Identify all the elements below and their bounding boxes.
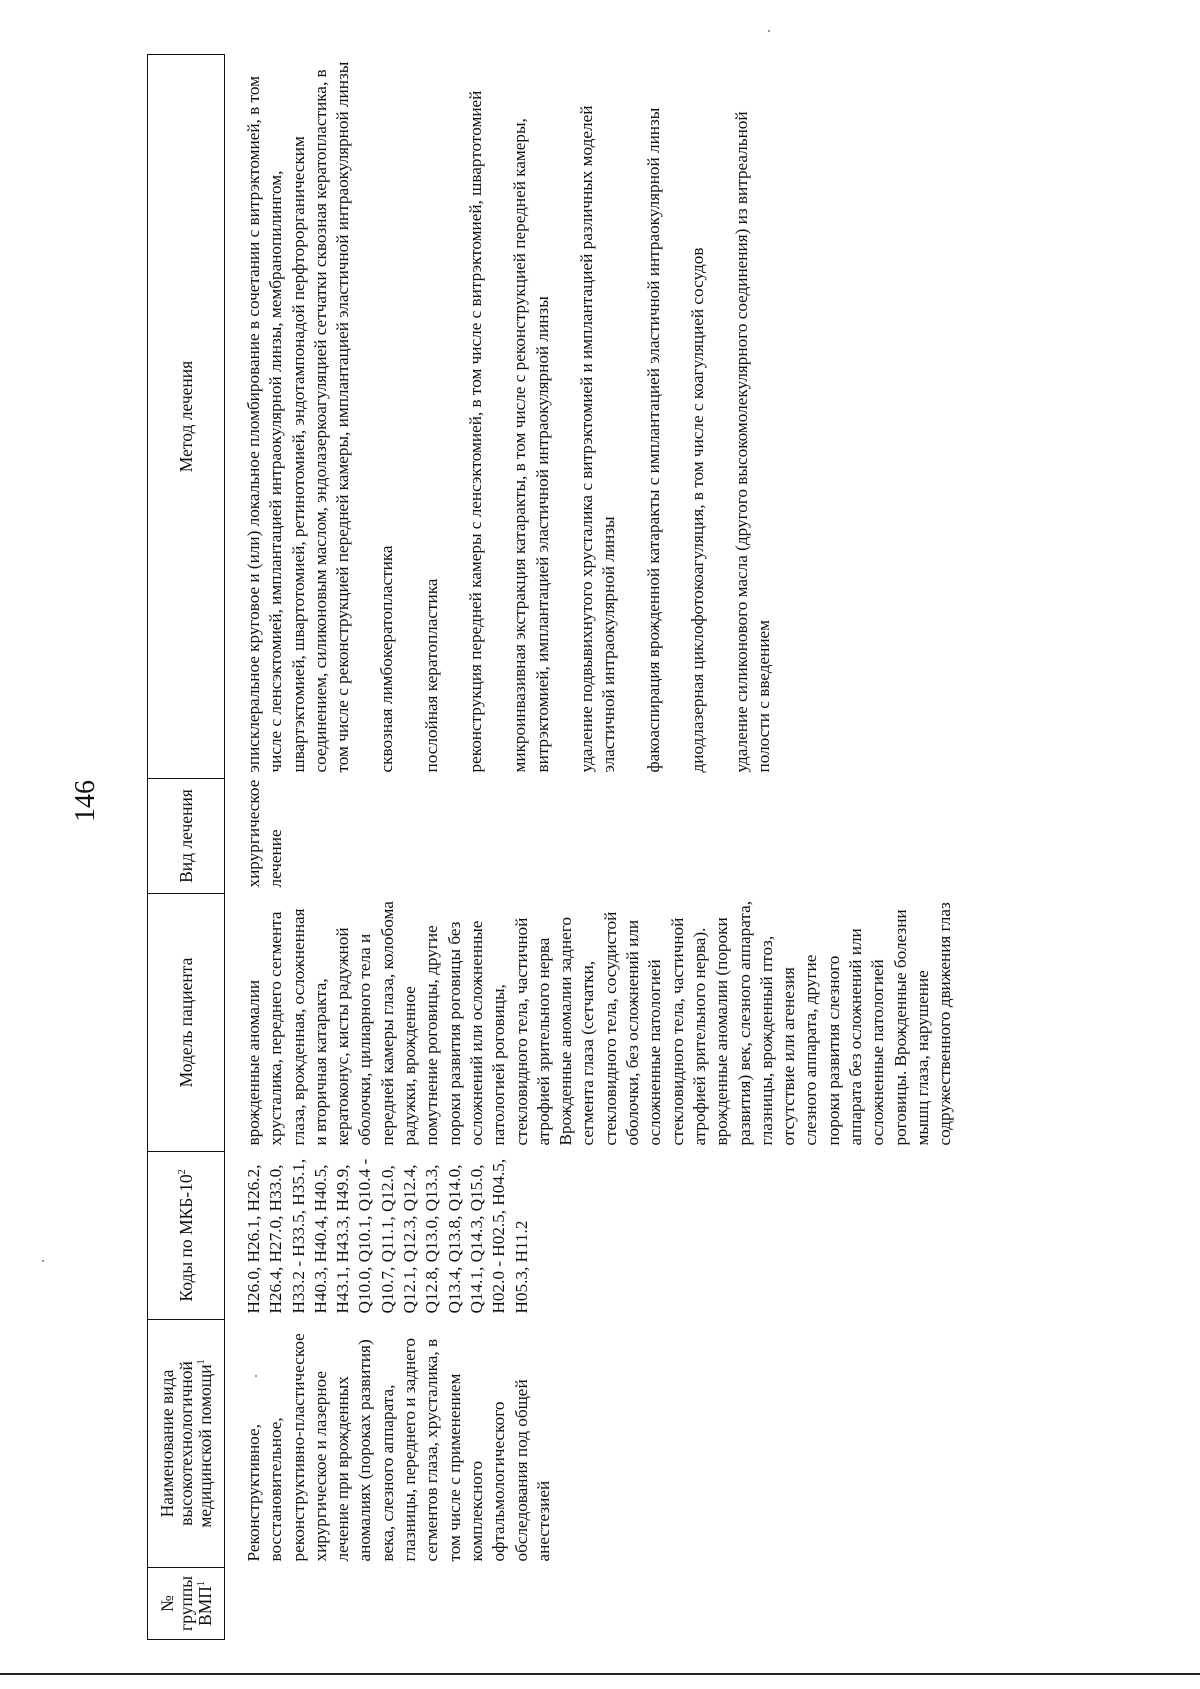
treatment-table bbox=[147, 54, 957, 1640]
method-item: послойная кератопластика bbox=[421, 578, 441, 773]
scan-speck bbox=[255, 1375, 257, 1377]
table-header-row bbox=[148, 55, 225, 1640]
scan-speck bbox=[768, 30, 770, 32]
scan-speck bbox=[42, 1260, 44, 1262]
method-item: факоаспирация врожденной катаракты с имплантацией эластичной интраокулярной линзы bbox=[643, 107, 663, 773]
header-group-number: № группы ВМП$^1$ bbox=[148, 1568, 225, 1640]
method-item: удаление подвывихнутого хрусталика с витрэктомией и имплантацией различных моделей эластичной интраокулярной линзы bbox=[576, 105, 619, 773]
header-icd-codes: Коды по МКБ-$10^2$ bbox=[148, 1152, 225, 1320]
rotated-page bbox=[147, 55, 1197, 1640]
method-item: диодлазерная циклофотокоагуляция, в том числе с коагуляцией сосудов bbox=[687, 247, 707, 773]
scan-edge-line bbox=[0, 1673, 1200, 1675]
cell-patient-model: врожденные аномалии хрусталика, переднего сегмента глаза, врожденная, осложненная и вторичная катаракта, кератоконус, кисты радужной оболочки, цилиарного тела и передней камеры глаза, колобома радужки, врожденное помутнение роговицы, другие пороки развития роговицы без осложнений или осложненные патологией роговицы, стекловидного тела, частичной атрофией зрительного нерва Врожденные аномалии заднего сегмента глаза (сетчатки, стекловидного тела, сосудистой оболочки, без осложнений или осложненные патологией стекловидного тела, частичной атрофией зрительного нерва). врожденные аномалии (пороки развития) век, слезного аппарата, глазницы, врожденный птоз, отсутствие или агенезия слезного аппарата, другие пороки развития слезного аппарата без осложнений или осложненные патологией роговицы. Врожденные болезни мышц глаза, нарушение содружественного движения глаз bbox=[244, 900, 955, 1146]
header-patient-model: Модель пациента bbox=[148, 894, 225, 1152]
method-item: удаление силиконового масла (другого высокомолекулярного соединения) из витреальной полости с введением bbox=[732, 111, 774, 773]
cell-treatment-method bbox=[225, 55, 957, 779]
method-item: реконструкция передней камеры с ленсэктомией, в том числе с витрэктомией, швартотомией bbox=[466, 90, 486, 773]
header-treatment-type: Вид лечения bbox=[148, 779, 225, 894]
method-item: микроинвазивная экстракция катаракты, в том числе с реконструкцией передней камеры, витрэктомией, имплантацией эластичной интраокулярной линзы bbox=[510, 118, 552, 773]
cell-group-number bbox=[225, 1568, 957, 1640]
table-row bbox=[225, 55, 957, 1640]
cell-vmp-name: Реконструктивное, восстановительное, реконструктивно-пластическое хирургическое и лазерное лечение при врожденных аномалиях (пороках развития) века, слезного аппарата, глазницы, переднего и заднего сегментов глаза, хрусталика, в том числе с применением комплексного офтальмологического обследования под общей анестезией bbox=[244, 1333, 553, 1562]
cell-icd-codes: H26.0, H26.1, H26.2, H26.4, H27.0, H33.0, H33.2 - H33.5, H35.1, H40.3, H40.4, H40.5, H43.1, H43.3, H49.9, Q10.0, Q10.1, Q10.4 - Q10.7, Q11.1, Q12.0, Q12.1, Q12.3, Q12.4, Q12.8, Q13.0, Q13.3, Q13.4, Q13.8, Q14.0, Q14.1, Q14.3, Q15.0, H02.0 - H02.5, H04.5, H05.3, H11.2 bbox=[244, 1158, 531, 1314]
method-item: эписклеральное круговое и (или) локальное пломбирование в сочетании с витрэктомией, в том числе с ленсэктомией, имплантацией интраокулярной линзы, мембранопилингом, швартэктомией, швартотомией, ретинотомией, эндотампонадой перфторорганическим соединением, силиконовым маслом, эндолазеркоагуляцией сетчатки сквозная кератопластика, в том числе с реконструкцией передней камеры, имплантацией эластичной интраокулярной линзы bbox=[244, 61, 353, 773]
header-vmp-name: Наименование вида высокотехнологичной медицинской помощи$^1$ bbox=[148, 1320, 225, 1568]
method-item: сквозная лимбокератопластика bbox=[377, 545, 397, 773]
cell-treatment-type: хирургическое лечение bbox=[244, 779, 286, 888]
header-treatment-method: Метод лечения bbox=[148, 55, 225, 779]
page-number: 146 bbox=[70, 780, 101, 822]
